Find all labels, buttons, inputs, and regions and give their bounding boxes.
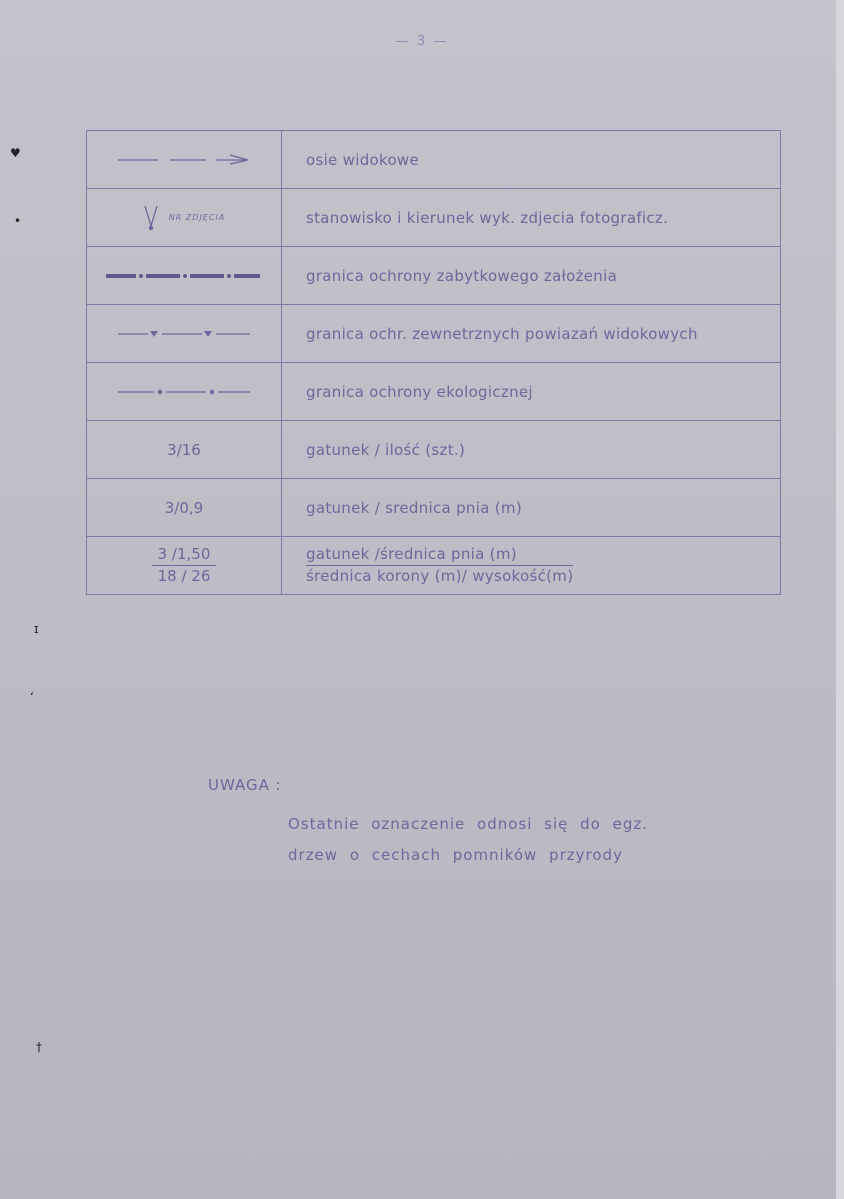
legend-symbol-cell [87,537,282,595]
legend-symbol-cell [87,131,282,189]
photo-station-icon [143,204,159,232]
note-text-line: drzew o cechach pomników przyrody [288,846,623,864]
legend-description [282,537,781,595]
legend-row [87,189,781,247]
fraction-bottom: 18 / 26 [157,567,211,585]
species-trunk-code: 3/0,9 [164,499,204,517]
note-text-line: Ostatnie oznaczenie odnosi się do egz. [288,815,648,833]
legend-description: gatunek / ilość (szt.) [282,421,781,479]
legend-row [87,363,781,421]
dot-dash-line-icon [114,386,254,398]
legend-row [87,247,781,305]
legend-row [87,479,781,537]
legend-description: granica ochr. zewnetrznych powiazań widokowych [282,305,781,363]
scan-mark: • [14,214,22,228]
scan-mark: ‘ [30,690,34,704]
legend-symbol-cell [87,305,282,363]
legend-symbol-cell [87,421,282,479]
scan-mark: ♥ [10,146,21,160]
species-count-code: 3/16 [167,441,201,459]
legend-description: granica ochrony zabytkowego założenia [282,247,781,305]
legend-symbol-cell [87,479,282,537]
description-bottom: średnica korony (m)/ wysokość(m) [306,567,574,585]
page-number: — 3 — [395,34,449,49]
legend-description: osie widokowe [282,131,781,189]
monument-tree-code [152,544,217,587]
legend-symbol-cell [87,363,282,421]
legend-row [87,421,781,479]
note-title: UWAGA : [208,776,282,794]
photo-number-label: NR ZDJĘCIA [168,213,226,222]
legend-description: gatunek / srednica pnia (m) [282,479,781,537]
page-edge [836,0,844,1199]
dashed-arrow-line-icon [114,152,254,168]
legend-description: stanowisko i kierunek wyk. zdjecia fotograficz. [282,189,781,247]
description-top: gatunek /średnica pnia (m) [306,544,573,566]
triangle-dash-line-icon [114,327,254,341]
legend-row [87,537,781,595]
legend-row [87,131,781,189]
legend-description: granica ochrony ekologicznej [282,363,781,421]
scan-mark: ɪ [34,622,39,636]
legend-symbol-cell [87,247,282,305]
legend-symbol-cell [87,189,282,247]
legend-table [86,130,781,595]
thick-dash-dot-line-icon [104,271,264,281]
legend-row [87,305,781,363]
fraction-top: 3 /1,50 [152,544,217,566]
scan-mark: † [36,1040,42,1054]
